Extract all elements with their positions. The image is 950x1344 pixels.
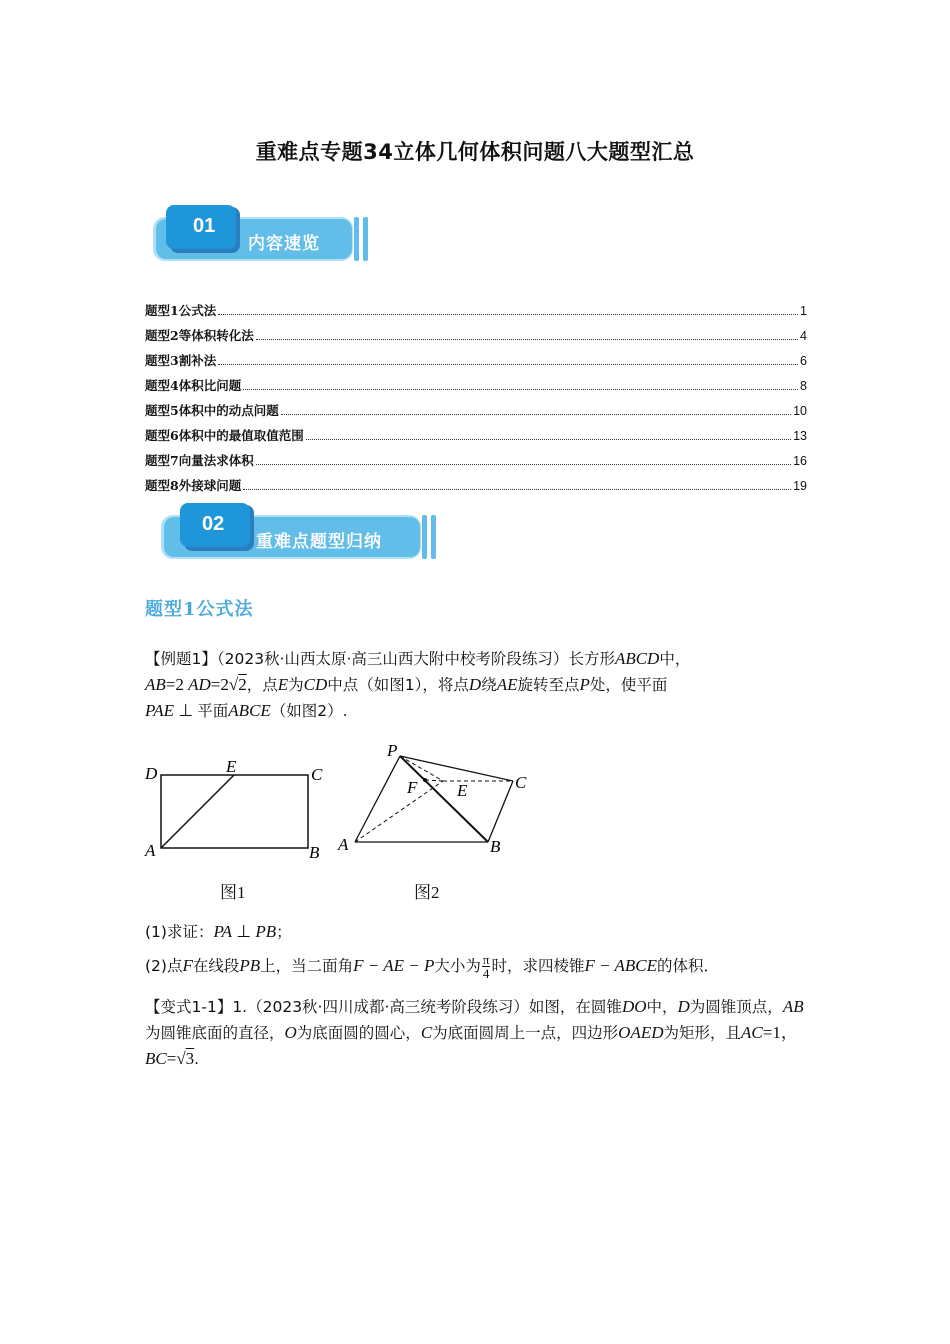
label-a: A (145, 841, 156, 860)
toc-leader-dots (306, 439, 791, 440)
toc-item[interactable] (145, 451, 807, 476)
text: 为圆锥底面的直径， (145, 1024, 285, 1042)
toc-item-label: 题型4体积比问题 (145, 378, 242, 393)
math: = (166, 1049, 177, 1068)
text: ，点 (246, 676, 278, 694)
label-d: D (145, 764, 158, 783)
text: 时，求四棱锥 (491, 957, 585, 975)
text: 长方形 (568, 650, 615, 668)
text: 在线段 (192, 957, 240, 975)
math: =2 (210, 675, 229, 694)
label-p: P (387, 741, 398, 760)
text: 中， (659, 650, 691, 668)
toc-leader-dots (243, 489, 791, 490)
text: 如图，在圆锥 (528, 998, 622, 1016)
variant-1-1-text (145, 994, 810, 1072)
text: 大小为 (434, 957, 481, 975)
math: =1， (762, 1023, 798, 1042)
example-1-text (145, 646, 810, 724)
toc-item-page: 6 (800, 354, 807, 368)
toc-leader-dots (243, 389, 798, 390)
math: ABCE (228, 701, 271, 720)
text: （如图2）. (270, 702, 348, 720)
toc-item-label: 题型6体积中的最值取值范围 (145, 428, 304, 443)
text: 中点（如图1），将点 (327, 676, 469, 694)
toc-leader-dots (218, 364, 798, 365)
math: AE (496, 675, 518, 694)
toc-item-page: 4 (800, 329, 807, 343)
text: 为底面圆的圆心， (296, 1024, 421, 1042)
example-source: （2023秋·山西太原·高三山西大附中校考阶段练习） (216, 650, 569, 668)
math: CD (303, 675, 328, 694)
label-c: C (311, 765, 323, 784)
banner-number: 02 (202, 513, 225, 535)
text: (1)求证： (145, 923, 214, 941)
figure-2-drawing (335, 738, 535, 863)
figure-2 (335, 738, 535, 863)
toc-item-page: 8 (800, 379, 807, 393)
sqrt-symbol: √ (228, 675, 239, 694)
question-2 (145, 953, 810, 980)
section-banner-types (158, 503, 442, 561)
fraction (482, 953, 491, 980)
math: 3 (185, 1049, 195, 1068)
math: PA (213, 922, 233, 941)
math: D (468, 675, 482, 694)
variant-source: （2023秋·四川成都·高三统考阶段练习） (247, 998, 529, 1016)
math: DO (621, 997, 647, 1016)
text: 平面 (197, 702, 229, 720)
figure-1-caption: 图1 (220, 883, 246, 902)
text: 绕 (481, 676, 497, 694)
toc-item[interactable] (145, 301, 807, 326)
toc-leader-dots (256, 464, 791, 465)
fraction-numerator: π (482, 952, 490, 967)
math: O (284, 1023, 297, 1042)
toc-item-page: 16 (793, 454, 807, 468)
toc-item[interactable] (145, 326, 807, 351)
label-f: F (407, 778, 418, 797)
math: P (579, 675, 590, 694)
math: F (182, 956, 193, 975)
math: C (420, 1023, 433, 1042)
toc-item[interactable] (145, 476, 807, 501)
text: . (194, 1050, 200, 1068)
math: F − AE − P (353, 956, 435, 975)
label-b: B (490, 837, 501, 856)
math: ⊥ (232, 922, 256, 941)
toc-item[interactable] (145, 401, 807, 426)
math: PAE (145, 701, 174, 720)
math: AB (145, 675, 166, 694)
table-of-contents (145, 301, 807, 501)
toc-item[interactable] (145, 351, 807, 376)
fraction-denominator: 4 (482, 966, 490, 981)
rectangle-abcd (161, 775, 308, 848)
text: 为底面圆周上一点，四边形 (432, 1024, 619, 1042)
sqrt-symbol: √ (176, 1049, 186, 1068)
math: AB (782, 997, 804, 1016)
math: AC (741, 1023, 763, 1042)
label-a: A (338, 835, 349, 854)
toc-item-label: 题型2等体积转化法 (145, 328, 254, 343)
math: F − ABCE (584, 956, 658, 975)
page-title: 重难点专题34立体几何体积问题八大题型汇总 (255, 140, 695, 164)
math: ABCD (614, 649, 660, 668)
math: E (277, 675, 289, 694)
toc-item-page: 19 (793, 479, 807, 493)
label-e: E (226, 757, 237, 776)
math: PB (255, 922, 277, 941)
figure-1-drawing (140, 755, 340, 865)
math: OAED (618, 1023, 664, 1042)
toc-leader-dots (281, 414, 791, 415)
toc-item-label: 题型5体积中的动点问题 (145, 403, 279, 418)
math: 2 (238, 675, 247, 694)
math: ⊥ (173, 701, 198, 720)
math: AD (188, 675, 211, 694)
text: 中， (646, 998, 678, 1016)
text: 为矩形，且 (663, 1024, 742, 1042)
label-e: E (457, 781, 468, 800)
text: (2)点 (145, 957, 183, 975)
figure-2-caption: 图2 (414, 883, 440, 902)
example-tag: 【例题1】 (145, 650, 217, 668)
text: 为圆锥顶点， (689, 998, 783, 1016)
variant-tag: 【变式1-1】1. (145, 998, 248, 1016)
label-b: B (309, 843, 320, 862)
figure-1 (140, 755, 340, 865)
label-c: C (515, 773, 527, 792)
math: =2 (165, 675, 184, 694)
text: 旋转至点 (517, 676, 580, 694)
text: 上，当二面角 (260, 957, 354, 975)
toc-item[interactable] (145, 426, 807, 451)
section-heading: 题型1公式法 (145, 599, 254, 620)
section-banner-contents (150, 205, 374, 263)
text: 的体积． (657, 957, 720, 975)
toc-item[interactable] (145, 376, 807, 401)
segment-ae (161, 775, 234, 848)
question-1 (145, 919, 810, 945)
banner-number: 01 (193, 215, 216, 237)
banner-label: 重难点题型归纳 (256, 532, 382, 552)
toc-item-label: 题型3割补法 (145, 353, 217, 368)
text: 为 (288, 676, 304, 694)
toc-item-label: 题型7向量法求体积 (145, 453, 254, 468)
toc-item-label: 题型1公式法 (145, 303, 217, 318)
text: ； (276, 923, 292, 941)
toc-leader-dots (218, 314, 798, 315)
toc-item-page: 13 (793, 429, 807, 443)
banner-label: 内容速览 (248, 234, 320, 254)
text: 处，使平面 (589, 676, 668, 694)
toc-item-page: 10 (793, 404, 807, 418)
toc-item-page: 1 (800, 304, 807, 318)
toc-item-label: 题型8外接球问题 (145, 478, 242, 493)
toc-leader-dots (256, 339, 798, 340)
math: PB (239, 956, 261, 975)
math: D (677, 997, 690, 1016)
math: BC (145, 1049, 167, 1068)
